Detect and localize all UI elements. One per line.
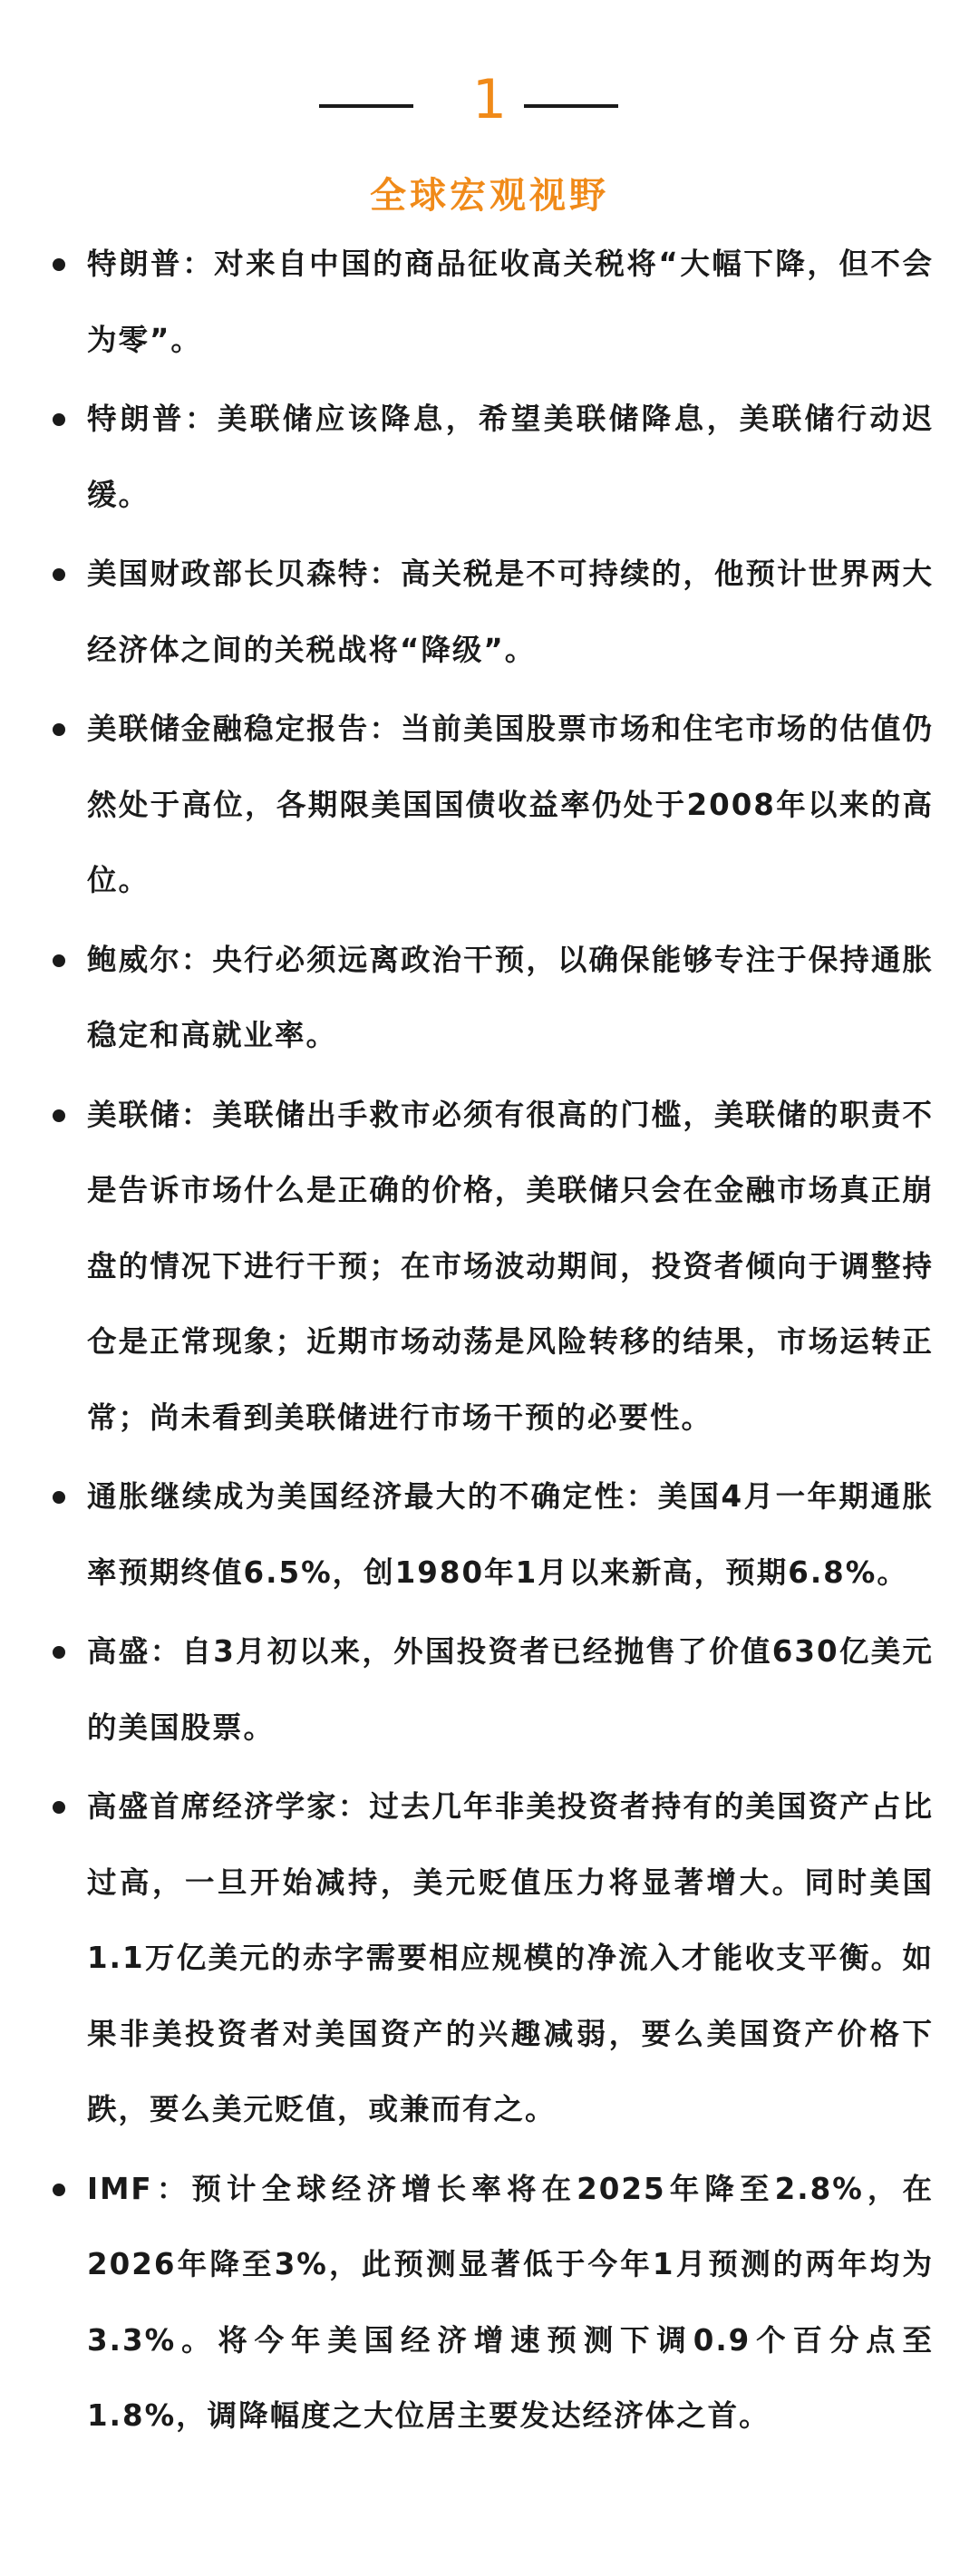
bullet-dot-icon <box>53 1646 65 1659</box>
bullet-dot-icon <box>53 1801 65 1814</box>
bullet-item <box>53 537 934 688</box>
bullet-dot-icon <box>53 568 65 581</box>
section-number: 1 <box>471 68 508 131</box>
section-title: 全球宏观视野 <box>370 175 609 217</box>
bullet-dot-icon <box>53 413 65 426</box>
bullet-dot-icon <box>53 2184 65 2196</box>
bullet-item <box>53 1459 934 1611</box>
section-header <box>0 63 979 136</box>
bullet-text: IMF：预计全球经济增长率将在2025年降至2.8%，在2026年降至3%，此预测显著低于今年1月预测的两年均为3.3%。将今年美国经济增速预测下调0.9个百分点至1.8%，调降幅度之大位居主要发达经济体之首。 <box>87 2171 934 2433</box>
bullet-dot-icon <box>53 723 65 736</box>
bullet-item <box>53 923 934 1074</box>
bullet-text: 高盛首席经济学家：过去几年非美投资者持有的美国资产占比过高，一旦开始减持，美元贬值压力将显著增大。同时美国1.1万亿美元的赤字需要相应规模的净流入才能收支平衡。如果非美投资者对美国资产的兴趣减弱，要么美国资产价格下跌，要么美元贬值，或兼而有之。 <box>87 1789 934 2126</box>
bullet-list <box>53 227 934 2458</box>
bullet-text: 美联储：美联储出手救市必须有很高的门槛，美联储的职责不是告诉市场什么是正确的价格，美联储只会在金融市场真正崩盘的情况下进行干预；在市场波动期间，投资者倾向于调整持仓是正常现象；近期市场动荡是风险转移的结果，市场运转正常；尚未看到美联储进行市场干预的必要性。 <box>87 1097 934 1435</box>
bullet-item <box>53 1614 934 1766</box>
bullet-text: 通胀继续成为美国经济最大的不确定性：美国4月一年期通胀率预期终值6.5%，创1980年1月以来新高，预期6.8%。 <box>87 1479 934 1590</box>
bullet-text: 美国财政部长贝森特：高关税是不可持续的，他预计世界两大经济体之间的关税战将“降级”。 <box>87 557 934 667</box>
header-rule-right <box>524 104 618 108</box>
bullet-text: 高盛：自3月初以来，外国投资者已经抛售了价值630亿美元的美国股票。 <box>87 1634 934 1745</box>
bullet-item <box>53 227 934 378</box>
bullet-item <box>53 382 934 533</box>
bullet-item <box>53 2152 934 2455</box>
bullet-item <box>53 1078 934 1457</box>
bullet-text: 鲍威尔：央行必须远离政治干预，以确保能够专注于保持通胀稳定和高就业率。 <box>87 942 934 1052</box>
bullet-item <box>53 1769 934 2148</box>
bullet-dot-icon <box>53 1109 65 1122</box>
bullet-dot-icon <box>53 258 65 271</box>
bullet-text: 美联储金融稳定报告：当前美国股票市场和住宅市场的估值仍然处于高位，各期限美国国债收益率仍处于2008年以来的高位。 <box>87 712 934 897</box>
bullet-item <box>53 692 934 919</box>
bullet-dot-icon <box>53 1491 65 1504</box>
bullet-text: 特朗普：对来自中国的商品征收高关税将“大幅下降，但不会为零”。 <box>87 247 934 357</box>
bullet-dot-icon <box>53 954 65 967</box>
bullet-text: 特朗普：美联储应该降息，希望美联储降息，美联储行动迟缓。 <box>87 402 934 512</box>
